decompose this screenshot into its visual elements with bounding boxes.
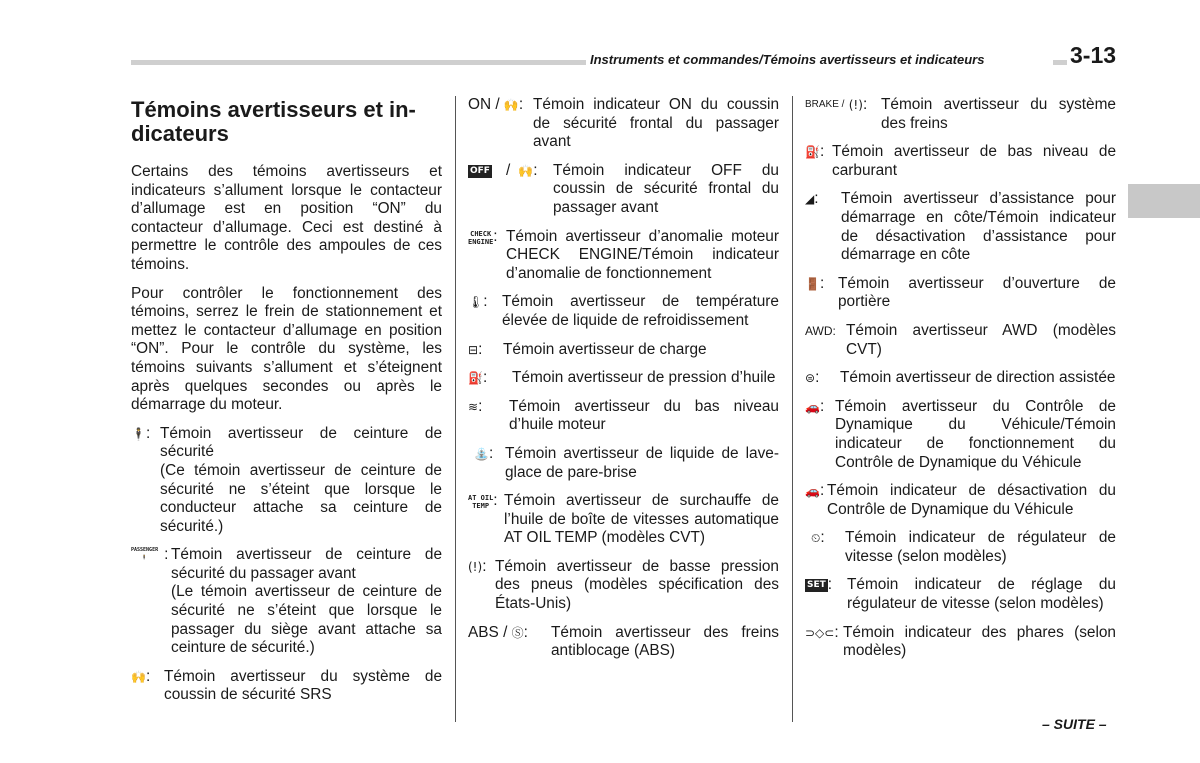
entry-text: Témoin avertisseur de bas niveau de carburant <box>832 143 1116 179</box>
entry-text: Témoin avertisseur de charge <box>503 340 707 358</box>
column-divider <box>455 96 456 722</box>
entry-text: Témoin avertisseur AWD (modèles CVT) <box>846 321 1116 358</box>
entry-srs: 🙌 : Témoin avertisseur du système de coussin de sécurité SRS <box>131 667 442 704</box>
entry-oil-pressure: ⛽ : Témoin avertisseur de pression d’huile <box>468 369 779 388</box>
column-2 <box>468 96 779 671</box>
column-1 <box>131 96 442 715</box>
entry-fuel: ⛽ : Témoin avertisseur de bas niveau de carburant <box>805 143 1116 179</box>
passenger-seatbelt-icon: PASSENGER 🕴 <box>131 547 159 562</box>
entry-brake: BRAKE / (!) : Témoin avertisseur du système des freins <box>805 96 1116 132</box>
entry-power-steering: ⊜ : Témoin avertisseur de direction assistée <box>805 369 1116 387</box>
entry-text: Témoin avertisseur de température élevée de liquide de refroidissement <box>502 293 779 329</box>
entry-text: Témoin avertisseur de pression d’huile <box>512 369 776 387</box>
entry-text: Témoin indicateur de régulateur de vitesse (selon modèles) <box>845 529 1116 565</box>
at-oil-temp-icon: AT OIL TEMP <box>468 494 494 511</box>
entry-separator: / <box>505 161 511 179</box>
chapter-tab <box>1128 184 1200 218</box>
entry-oil-level: ≋ : Témoin avertisseur du bas niveau d’huile moteur <box>468 397 779 434</box>
entry-note: (Le témoin avertisseur de ceinture de sécurité ne s’éteint que lorsque le passager du siège avant attache sa ceinture de sécurité.) <box>171 583 442 657</box>
entry-text: Témoin avertisseur du Contrôle de Dynamique du Véhicule/Témoin indicateur de fonctionnement du Contrôle de Dynamique du Véhicule <box>835 397 1116 471</box>
header-rule <box>131 60 586 65</box>
entry-text: Témoin avertisseur de basse pression des pneus (modèles spécification des États-Unis) <box>495 557 779 613</box>
entry-prefix: AWD: <box>805 323 836 338</box>
entry-airbag-off: OFF / 🙌 : Témoin indicateur OFF du coussin de sécurité frontal du passager avant <box>470 161 779 216</box>
entry-vdc-off: 🚗 : Témoin indicateur de désactivation du Contrôle de Dynamique du Véhicule <box>805 482 1116 518</box>
entry-text: Témoin indicateur OFF du coussin de sécurité frontal du passager avant <box>553 161 779 216</box>
brake-icon: (!) <box>848 98 863 112</box>
continued-label: – SUITE – <box>1042 716 1107 732</box>
entry-text: Témoin avertisseur de surchauffe de l’huile de boîte de vitesses automatique AT OIL TEMP (modèles CVT) <box>504 492 779 547</box>
entry-charge: ⊟ : Témoin avertisseur de charge <box>468 341 779 360</box>
paragraph: Pour contrôler le fonctionnement des témoins, serrez le frein de stationnement et mettez le contacteur d’allumage en position “ON”. Pour le contrôle du système, les témoins suivants s’allument et s’éteignent après quelques secondes ou après le démarrage du moteur. <box>131 284 442 414</box>
column-divider <box>792 96 793 722</box>
airbag-icon: 🙌 <box>503 98 519 112</box>
entry-coolant: 🌡 : Témoin avertisseur de température élevée de liquide de refroidissement <box>468 293 779 329</box>
entry-text: Témoin avertisseur du bas niveau d’huile moteur <box>509 397 779 434</box>
set-box-icon: SET <box>807 580 826 591</box>
steering-wheel-icon: ⊜ <box>805 371 816 386</box>
section-title: Témoins avertisseurs et in-dicateurs <box>131 97 416 146</box>
entry-text: Témoin avertisseur du système de coussin de sécurité SRS <box>164 667 442 704</box>
entry-abs: ABS / Ⓢ : Témoin avertisseur des freins antiblocage (ABS) <box>468 623 779 660</box>
washer-fluid-icon: ⛲ <box>474 446 489 461</box>
entry-awd <box>805 322 1116 359</box>
entry-text: Témoin indicateur de désactivation du Contrôle de Dynamique du Véhicule <box>827 482 1116 518</box>
vdc-icon: 🚗 <box>805 399 820 414</box>
entry-cruise-set: SET : Témoin indicateur de réglage du régulateur de vitesse (selon modèles) <box>807 576 1116 613</box>
entry-text: Témoin avertisseur du système des freins <box>881 96 1116 132</box>
entry-cruise: ⏲ : Témoin indicateur de régulateur de vitesse (selon modèles) <box>811 529 1116 565</box>
tire-pressure-icon: (!) <box>468 559 483 574</box>
entry-text: Témoin avertisseur de direction assistée <box>840 369 1116 387</box>
entry-text: Témoin avertisseur de liquide de lave-glace de pare-brise <box>505 444 779 481</box>
entry-washer: ⛲ : Témoin avertisseur de liquide de lave-glace de pare-brise <box>474 444 779 481</box>
entry-text: Témoin avertisseur d’anomalie moteur CHECK ENGINE/Témoin indicateur d’anomalie de fonctionnement <box>506 227 779 282</box>
entry-hill-assist: ◢ : Témoin avertisseur d’assistance pour démarrage en côte/Témoin indicateur de désactivation d’assistance pour démarrage en côte <box>805 190 1116 264</box>
column-3 <box>805 96 1116 671</box>
entry-door: 🚪 : Témoin avertisseur d’ouverture de portière <box>805 274 1116 311</box>
entry-text: Témoin avertisseur de ceinture de sécurité du passager avant <box>171 546 442 582</box>
vdc-off-icon: 🚗 <box>805 484 820 499</box>
coolant-temperature-icon: 🌡 <box>468 295 484 310</box>
entry-at-oil-temp: AT OIL TEMP : Témoin avertisseur de surchauffe de l’huile de boîte de vitesses automatique AT OIL TEMP (modèles CVT) <box>468 492 779 547</box>
entry-text: Témoin avertisseur d’assistance pour démarrage en côte/Témoin indicateur de désactivation d’assistance pour démarrage en côte <box>841 190 1116 264</box>
oil-can-icon: ⛽ <box>468 371 483 386</box>
entry-passenger-seatbelt: PASSENGER 🕴 : Témoin avertisseur de ceinture de sécurité du passager avant (Le témoin avertisseur de ceinture de sécurité ne s’éteint que lorsque le passager du siège avant attache sa ceinture de sécurité.) <box>131 546 442 657</box>
header-title: Instruments et commandes/Témoins avertisseurs et indicateurs <box>590 52 985 67</box>
entry-prefix: BRAKE / <box>805 99 845 110</box>
off-box-icon: OFF <box>470 165 490 176</box>
entry-prefix: ON / <box>468 96 500 113</box>
airbag-icon: 🙌 <box>131 669 146 684</box>
header-rule-right <box>1053 60 1067 65</box>
entry-airbag-on: ON / 🙌 : Témoin indicateur ON du coussin de sécurité frontal du passager avant <box>468 96 779 151</box>
cruise-control-icon: ⏲ <box>811 531 821 546</box>
hill-start-icon: ◢ <box>805 192 815 207</box>
headlight-icon: ⊃◇⊂ <box>805 625 835 640</box>
entry-text: Témoin indicateur ON du coussin de sécurité frontal du passager avant <box>533 96 779 151</box>
paragraph: Certains des témoins avertisseurs et indicateurs s’allument lorsque le contacteur d’allumage est en position “ON” du contacteur d’allumage. Ceci est destiné à permettre le contrôle des ampoules de ces témoins. <box>131 163 442 273</box>
entry-headlights: ⊃◇⊂ : Témoin indicateur des phares (selon modèles) <box>805 623 1116 660</box>
entry-text: Témoin avertisseur d’ouverture de portière <box>838 274 1116 311</box>
entry-text: Témoin avertisseur de ceinture de sécurité <box>160 424 442 461</box>
entry-seatbelt: 🕴 : Témoin avertisseur de ceinture de sécurité (Ce témoin avertisseur de ceinture de sécurité ne s’éteint que lorsque le conducteur attache sa ceinture de sécurité.) <box>131 424 442 535</box>
check-engine-icon: CHECK ENGINE <box>468 229 494 246</box>
entry-check-engine: CHECK ENGINE : Témoin avertisseur d’anomalie moteur CHECK ENGINE/Témoin indicateur d’anomalie de fonctionnement <box>468 227 779 282</box>
door-open-icon: 🚪 <box>805 276 820 291</box>
entry-prefix: ABS / <box>468 623 508 641</box>
entry-text: Témoin indicateur de réglage du régulateur de vitesse (selon modèles) <box>847 576 1116 613</box>
seatbelt-icon: 🕴 <box>131 426 146 441</box>
airbag-icon: 🙌 <box>518 163 534 178</box>
entry-vdc: 🚗 : Témoin avertisseur du Contrôle de Dynamique du Véhicule/Témoin indicateur de fonctionnement du Contrôle de Dynamique du Véhicule <box>805 397 1116 471</box>
entry-tpms: (!) : Témoin avertisseur de basse pression des pneus (modèles spécification des États-Unis) <box>468 557 779 613</box>
entry-note: (Ce témoin avertisseur de ceinture de sécurité ne s’éteint que lorsque le conducteur attache sa ceinture de sécurité.) <box>160 461 442 535</box>
entry-text: Témoin indicateur des phares (selon modèles) <box>843 623 1116 660</box>
fuel-pump-icon: ⛽ <box>805 145 820 160</box>
page-number: 3-13 <box>1070 42 1117 68</box>
battery-icon: ⊟ <box>468 342 479 357</box>
abs-icon: Ⓢ <box>511 625 524 640</box>
oil-level-icon: ≋ <box>468 399 479 414</box>
entry-text: Témoin avertisseur des freins antiblocage (ABS) <box>551 623 779 660</box>
